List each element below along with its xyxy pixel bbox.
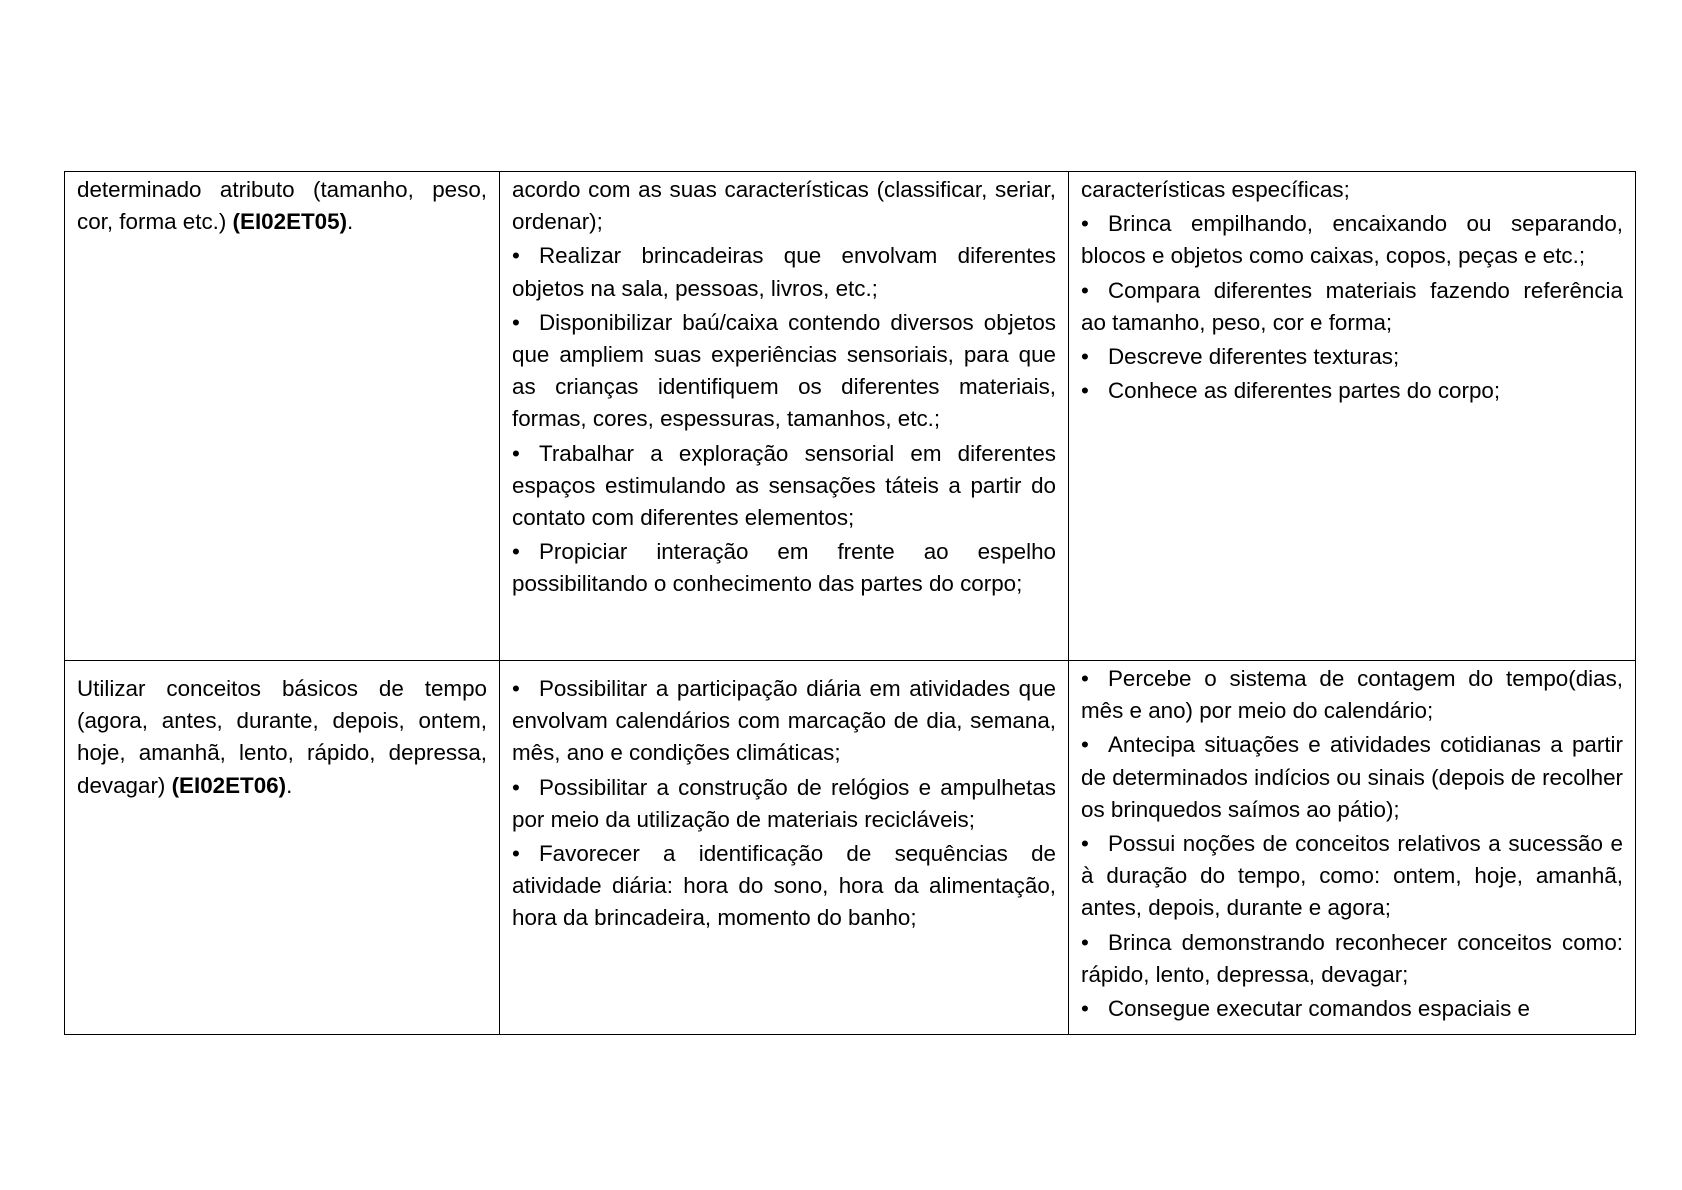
bullet-icon: • bbox=[512, 243, 520, 269]
strategies-cell bbox=[500, 661, 1069, 1035]
objective-cell bbox=[65, 661, 500, 1035]
bullet-icon: • bbox=[512, 440, 520, 466]
bullet-icon: • bbox=[1081, 378, 1089, 404]
strategy-item: • Trabalhar a exploração sensorial em diferentes espaços estimulando as sensações táteis a partir do contato com diferentes elementos; bbox=[512, 438, 1056, 535]
strategy-item: • Propiciar interação em frente ao espelho possibilitando o conhecimento das partes do corpo; bbox=[512, 536, 1056, 600]
outcome-item: características específicas; bbox=[1081, 177, 1350, 202]
strategy-item: acordo com as suas características (classificar, seriar, ordenar); bbox=[512, 177, 1056, 235]
objective-code: (EI02ET06) bbox=[171, 772, 287, 798]
bullet-icon: • bbox=[1081, 277, 1089, 303]
outcome-item: • Compara diferentes materiais fazendo referência ao tamanho, peso, cor e forma; bbox=[1081, 275, 1623, 339]
bullet-icon: • bbox=[1081, 344, 1089, 370]
objective-cell bbox=[65, 172, 500, 661]
outcome-item: • Antecipa situações e atividades cotidianas a partir de determinados indícios ou sinais (depois de recolher os brinquedos saímos ao pátio); bbox=[1081, 729, 1623, 826]
bullet-icon: • bbox=[1081, 996, 1089, 1022]
outcome-item: • Conhece as diferentes partes do corpo; bbox=[1081, 375, 1623, 407]
objective-text: determinado atributo (tamanho, peso, cor, forma etc.) (EI02ET05). bbox=[77, 177, 487, 235]
strategy-item: • Realizar brincadeiras que envolvam diferentes objetos na sala, pessoas, livros, etc.; bbox=[512, 240, 1056, 304]
bullet-icon: • bbox=[512, 676, 520, 701]
bullet-icon: • bbox=[512, 841, 520, 867]
outcome-item: • Descreve diferentes texturas; bbox=[1081, 341, 1623, 373]
bullet-icon: • bbox=[512, 774, 520, 800]
strategy-item: • Favorecer a identificação de sequências de atividade diária: hora do sono, hora da alimentação, hora da brincadeira, momento do banho; bbox=[512, 838, 1056, 935]
strategies-cell bbox=[500, 172, 1069, 661]
strategy-item: • Possibilitar a participação diária em atividades que envolvam calendários com marcação de dia, semana, mês, ano e condições climáticas; bbox=[512, 673, 1056, 770]
outcome-item: • Possui noções de conceitos relativos a sucessão e à duração do tempo, como: ontem, hoje, amanhã, antes, depois, durante e agora; bbox=[1081, 828, 1623, 925]
strategy-item: • Disponibilizar baú/caixa contendo diversos objetos que ampliem suas experiências sensoriais, para que as crianças identifiquem os diferentes materiais, formas, cores, espessuras, tamanhos, etc.; bbox=[512, 307, 1056, 436]
bullet-icon: • bbox=[1081, 732, 1089, 758]
bullet-icon: • bbox=[1081, 211, 1089, 237]
objective-code: (EI02ET05) bbox=[232, 209, 348, 235]
table-row bbox=[65, 661, 1636, 1035]
bullet-icon: • bbox=[512, 539, 520, 565]
bullet-icon: • bbox=[1081, 831, 1089, 857]
outcome-item: • Consegue executar comandos espaciais e bbox=[1081, 993, 1623, 1025]
table-row bbox=[65, 172, 1636, 661]
outcomes-cell bbox=[1069, 172, 1636, 661]
outcome-item: • Brinca demonstrando reconhecer conceitos como: rápido, lento, depressa, devagar; bbox=[1081, 927, 1623, 991]
outcomes-cell bbox=[1069, 661, 1636, 1035]
strategy-item: • Possibilitar a construção de relógios e ampulhetas por meio da utilização de materiais recicláveis; bbox=[512, 772, 1056, 836]
objective-text: Utilizar conceitos básicos de tempo (agora, antes, durante, depois, ontem, hoje, amanhã, lento, rápido, depressa, devagar) (EI02ET06). bbox=[77, 676, 487, 798]
bullet-icon: • bbox=[1081, 666, 1089, 691]
outcome-item: • Percebe o sistema de contagem do tempo(dias, mês e ano) por meio do calendário; bbox=[1081, 663, 1623, 727]
curriculum-table bbox=[64, 171, 1636, 1035]
outcome-item: • Brinca empilhando, encaixando ou separando, blocos e objetos como caixas, copos, peças e etc.; bbox=[1081, 208, 1623, 272]
bullet-icon: • bbox=[512, 309, 520, 335]
bullet-icon: • bbox=[1081, 929, 1089, 955]
